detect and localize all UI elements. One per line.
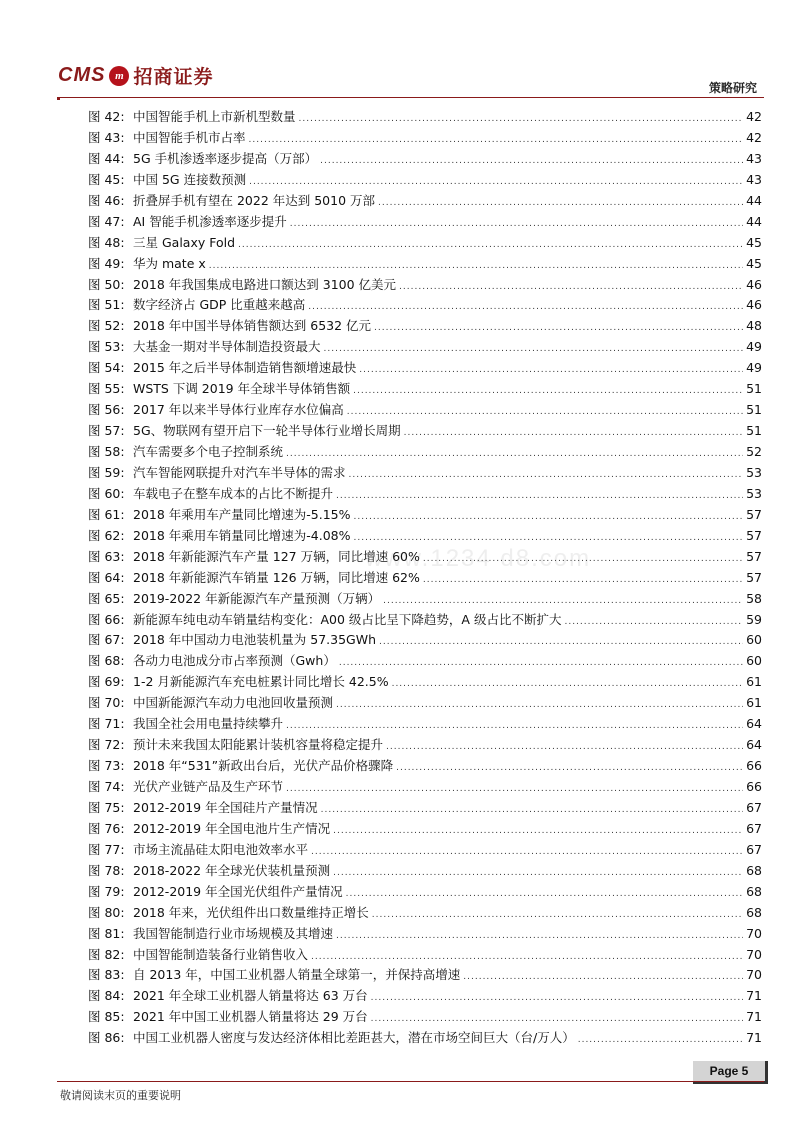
toc-leader-dots — [399, 277, 743, 298]
toc-entry[interactable] — [88, 903, 762, 924]
toc-entry[interactable] — [88, 945, 762, 966]
toc-page-number[interactable]: 42 — [746, 109, 762, 124]
toc-figure-label: 图 80: — [88, 904, 125, 920]
toc-figure-label: 图 68: — [88, 653, 125, 669]
toc-leader-dots — [463, 967, 743, 988]
toc-page-number[interactable]: 42 — [746, 129, 762, 145]
toc-page-number[interactable]: 45 — [746, 255, 762, 271]
toc-figure-title[interactable]: WSTS 下调 2019 年全球半导体销售额 — [133, 381, 351, 397]
toc-entry[interactable] — [88, 128, 762, 149]
toc-leader-dots — [578, 1030, 743, 1051]
toc-leader-dots — [372, 905, 743, 926]
toc-entry[interactable] — [88, 191, 762, 212]
toc-figure-title[interactable]: 各动力电池成分市占率预测（Gwh） — [133, 653, 336, 669]
toc-leader-dots — [383, 591, 743, 612]
toc-figure-label: 图 79: — [88, 883, 125, 899]
toc-figure-label: 图 42: — [88, 109, 125, 124]
toc-leader-dots — [333, 821, 743, 842]
toc-figure-title[interactable]: 5G、物联网有望开启下一轮半导体行业增长周期 — [133, 423, 401, 439]
toc-figure-title[interactable]: 中国智能手机市占率 — [133, 129, 246, 145]
toc-figure-label: 图 46: — [88, 192, 125, 208]
toc-entry[interactable] — [88, 316, 762, 337]
header-divider-tick — [57, 97, 60, 100]
toc-figure-title[interactable]: 预计未来我国太阳能累计装机容量将稳定提升 — [133, 737, 384, 753]
toc-figure-label: 图 75: — [88, 799, 125, 815]
toc-entry[interactable] — [88, 610, 762, 631]
toc-page-number[interactable]: 71 — [746, 1009, 762, 1025]
toc-figure-label: 图 64: — [88, 569, 125, 585]
toc-page-number[interactable]: 68 — [746, 904, 762, 920]
toc-entry[interactable] — [88, 212, 762, 233]
toc-leader-dots — [392, 674, 743, 695]
toc-leader-dots — [311, 947, 743, 968]
toc-page-number[interactable]: 61 — [746, 674, 762, 690]
toc-leader-dots — [347, 402, 743, 423]
toc-figure-title[interactable]: 华为 mate x — [133, 255, 206, 271]
toc-figure-label: 图 65: — [88, 590, 125, 606]
toc-leader-dots — [396, 758, 743, 779]
toc-page-number[interactable]: 61 — [746, 695, 762, 711]
toc-leader-dots — [320, 151, 743, 172]
toc-page-number[interactable]: 64 — [746, 737, 762, 753]
company-logo — [58, 62, 213, 89]
toc-page-number[interactable]: 45 — [746, 234, 762, 250]
toc-figure-label: 图 55: — [88, 381, 125, 397]
toc-figure-title[interactable]: 5G 手机渗透率逐步提高（万部） — [133, 150, 318, 166]
toc-figure-title[interactable]: 光伏产业链产品及生产环节 — [133, 779, 284, 794]
toc-page-number[interactable]: 71 — [746, 988, 762, 1004]
toc-figure-label: 图 58: — [88, 444, 125, 459]
toc-figure-label: 图 78: — [88, 862, 125, 878]
toc-figure-title[interactable]: 2012-2019 年全国硅片产量情况 — [133, 799, 318, 815]
toc-entry[interactable] — [88, 756, 762, 777]
toc-page-number[interactable]: 57 — [746, 569, 762, 585]
toc-page-number[interactable]: 67 — [746, 841, 762, 857]
toc-leader-dots — [386, 737, 743, 758]
toc-page-number[interactable]: 64 — [746, 716, 762, 732]
toc-page-number[interactable]: 51 — [746, 402, 762, 418]
toc-figure-title[interactable]: 2018 年我国集成电路进口额达到 3100 亿美元 — [133, 276, 397, 292]
toc-figure-label: 图 70: — [88, 695, 125, 711]
toc-entry[interactable] — [88, 798, 762, 819]
toc-figure-title[interactable]: 中国智能制造装备行业销售收入 — [133, 946, 309, 962]
toc-page-number[interactable]: 43 — [746, 150, 762, 166]
toc-figure-label: 图 86: — [88, 1030, 125, 1046]
toc-figure-title[interactable]: 2018-2022 年全球光伏装机量预测 — [133, 862, 331, 878]
logo-chinese: 招商证券 — [133, 66, 214, 88]
toc-figure-title[interactable]: 车载电子在整车成本的占比不断提升 — [133, 485, 334, 501]
toc-leader-dots — [311, 842, 743, 863]
toc-leader-dots — [371, 988, 743, 1009]
toc-entry[interactable] — [88, 505, 762, 526]
toc-figure-label: 图 62: — [88, 527, 125, 543]
toc-entry[interactable] — [88, 275, 762, 296]
toc-entry[interactable] — [88, 337, 762, 358]
toc-figure-label: 图 49: — [88, 255, 125, 271]
toc-leader-dots — [354, 507, 743, 528]
toc-figure-label: 图 85: — [88, 1009, 125, 1025]
toc-figure-label: 图 43: — [88, 129, 125, 145]
toc-figure-label: 图 71: — [88, 716, 125, 732]
toc-leader-dots — [238, 235, 743, 256]
toc-page-number[interactable]: 43 — [746, 171, 762, 187]
toc-page-number[interactable]: 60 — [746, 653, 762, 669]
toc-entry[interactable] — [88, 526, 762, 547]
toc-page-number[interactable]: 67 — [746, 820, 762, 836]
toc-figure-label: 图 61: — [88, 506, 125, 522]
toc-figure-title[interactable]: 2019-2022 年新能源汽车产量预测（万辆） — [133, 590, 381, 606]
toc-leader-dots — [249, 130, 743, 151]
toc-figure-title[interactable]: 2021 年全球工业机器人销量将达 63 万台 — [133, 988, 368, 1004]
toc-page-number[interactable]: 44 — [746, 192, 762, 208]
toc-leader-dots — [564, 612, 743, 633]
toc-entry[interactable] — [88, 861, 762, 882]
toc-leader-dots — [299, 109, 743, 130]
toc-entry[interactable] — [88, 484, 762, 505]
toc-page-number[interactable]: 66 — [746, 758, 762, 774]
toc-entry[interactable] — [88, 840, 762, 861]
toc-figure-title[interactable]: 2018 年乘用车产量同比增速为-5.15% — [133, 506, 351, 522]
toc-figure-label: 图 63: — [88, 548, 125, 564]
toc-entry[interactable] — [88, 630, 762, 651]
toc-figure-label: 图 54: — [88, 360, 125, 376]
toc-entry[interactable] — [88, 421, 762, 442]
toc-figure-title[interactable]: 2012-2019 年全国电池片生产情况 — [133, 820, 331, 836]
toc-leader-dots — [359, 360, 743, 381]
toc-figure-label: 图 66: — [88, 611, 125, 627]
toc-entry[interactable] — [88, 463, 762, 484]
toc-entry[interactable] — [88, 1028, 762, 1049]
toc-page-number[interactable]: 44 — [746, 213, 762, 229]
toc-figure-title[interactable]: 2021 年中国工业机器人销量将达 29 万台 — [133, 1009, 368, 1025]
toc-figure-label: 图 57: — [88, 423, 125, 439]
toc-leader-dots — [374, 318, 743, 339]
toc-figure-label: 图 56: — [88, 402, 125, 418]
disclaimer-note: 敬请阅读末页的重要说明 — [60, 1089, 181, 1102]
toc-entry[interactable] — [88, 358, 762, 379]
toc-figure-label: 图 52: — [88, 318, 125, 334]
toc-leader-dots — [209, 256, 743, 277]
toc-figure-title[interactable]: 汽车需要多个电子控制系统 — [133, 444, 284, 459]
toc-entry[interactable] — [88, 882, 762, 903]
toc-figure-label: 图 59: — [88, 464, 125, 480]
toc-figure-title[interactable]: AI 智能手机渗透率逐步提升 — [133, 213, 287, 229]
toc-figure-title[interactable]: 中国智能手机上市新机型数量 — [133, 109, 296, 124]
toc-figure-title[interactable]: 汽车智能网联提升对汽车半导体的需求 — [133, 464, 346, 480]
toc-entry[interactable] — [88, 986, 762, 1007]
toc-page-number[interactable]: 57 — [746, 506, 762, 522]
toc-figure-label: 图 48: — [88, 234, 125, 250]
toc-entry[interactable] — [88, 107, 762, 128]
toc-page-number[interactable]: 66 — [746, 779, 762, 794]
toc-leader-dots — [290, 214, 743, 235]
toc-figure-title[interactable]: 三星 Galaxy Fold — [133, 234, 236, 250]
toc-entry[interactable] — [88, 924, 762, 945]
toc-figure-label: 图 83: — [88, 967, 125, 983]
toc-figure-label: 图 84: — [88, 988, 125, 1004]
toc-entry[interactable] — [88, 672, 762, 693]
watermark: www.1234 d8.com — [365, 545, 592, 572]
toc-leader-dots — [336, 695, 743, 716]
toc-figure-title[interactable]: 2017 年以来半导体行业库存水位偏高 — [133, 402, 344, 418]
toc-figure-title[interactable]: 1-2 月新能源汽车充电桩累计同比增长 42.5% — [133, 674, 389, 690]
toc-entry[interactable] — [88, 965, 762, 986]
toc-page-number[interactable]: 70 — [746, 967, 762, 983]
toc-entry[interactable] — [88, 589, 762, 610]
toc-leader-dots — [346, 884, 743, 905]
toc-leader-dots — [353, 381, 743, 402]
toc-figure-title[interactable]: 新能源车纯电动车销量结构变化：A00 级占比呈下降趋势，A 级占比不断扩大 — [133, 611, 562, 627]
toc-page-number[interactable]: 51 — [746, 381, 762, 397]
toc-page-number[interactable]: 57 — [746, 548, 762, 564]
toc-figure-label: 图 67: — [88, 632, 125, 648]
toc-entry[interactable] — [88, 254, 762, 275]
toc-figure-title[interactable]: 折叠屏手机有望在 2022 年达到 5010 万部 — [133, 192, 376, 208]
toc-entry[interactable] — [88, 170, 762, 191]
toc-figure-title[interactable]: 自 2013 年，中国工业机器人销量全球第一，并保持高增速 — [133, 967, 461, 983]
toc-figure-title[interactable]: 2015 年之后半导体制造销售额增速最快 — [133, 360, 357, 376]
toc-page-number[interactable]: 60 — [746, 632, 762, 648]
toc-page-number[interactable]: 52 — [746, 444, 762, 459]
toc-entry[interactable] — [88, 149, 762, 170]
toc-leader-dots — [339, 653, 743, 674]
toc-figure-title[interactable]: 2012-2019 年全国光伏组件产量情况 — [133, 883, 343, 899]
toc-figure-label: 图 73: — [88, 758, 125, 774]
toc-page-number[interactable]: 68 — [746, 862, 762, 878]
header-divider — [57, 97, 764, 98]
toc-figure-title[interactable]: 中国新能源汽车动力电池回收量预测 — [133, 695, 334, 711]
toc-figure-title[interactable]: 2018 年中国动力电池装机量为 57.35GWh — [133, 632, 377, 648]
toc-leader-dots — [379, 632, 743, 653]
toc-leader-dots — [336, 926, 743, 947]
toc-entry[interactable] — [88, 693, 762, 714]
toc-leader-dots — [333, 863, 743, 884]
toc-entry[interactable] — [88, 1007, 762, 1028]
section-title: 策略研究 — [708, 81, 757, 95]
toc-figure-title[interactable]: 2018 年中国半导体销售额达到 6532 亿元 — [133, 318, 372, 334]
toc-figure-label: 图 74: — [88, 779, 125, 794]
toc-entry[interactable] — [88, 651, 762, 672]
toc-figure-label: 图 81: — [88, 925, 125, 941]
figure-index-list — [88, 107, 762, 1049]
toc-entry[interactable] — [88, 442, 762, 463]
toc-entry[interactable] — [88, 735, 762, 756]
toc-leader-dots — [404, 423, 743, 444]
toc-entry[interactable] — [88, 714, 762, 735]
toc-page-number[interactable]: 58 — [746, 590, 762, 606]
toc-figure-title[interactable]: 数字经济占 GDP 比重越来越高 — [133, 297, 306, 313]
toc-figure-title[interactable]: 市场主流晶硅太阳电池效率水平 — [133, 841, 309, 857]
toc-figure-title[interactable]: 2018 年“531”新政出台后，光伏产品价格骤降 — [133, 758, 394, 774]
toc-leader-dots — [324, 339, 743, 360]
toc-figure-label: 图 53: — [88, 339, 125, 355]
toc-page-number[interactable]: 57 — [746, 527, 762, 543]
toc-leader-dots — [286, 716, 743, 737]
toc-leader-dots — [349, 465, 743, 486]
toc-figure-title[interactable]: 2018 年乘用车销量同比增速为-4.08% — [133, 527, 351, 543]
toc-page-number[interactable]: 70 — [746, 946, 762, 962]
toc-figure-label: 图 76: — [88, 820, 125, 836]
toc-page-number[interactable]: 68 — [746, 883, 762, 899]
toc-page-number[interactable]: 53 — [746, 464, 762, 480]
toc-leader-dots — [286, 444, 743, 465]
toc-leader-dots — [286, 779, 743, 800]
toc-figure-label: 图 50: — [88, 276, 125, 292]
toc-entry[interactable] — [88, 819, 762, 840]
toc-figure-label: 图 82: — [88, 946, 125, 962]
toc-leader-dots — [321, 800, 743, 821]
toc-figure-title[interactable]: 2018 年新能源汽车销量 126 万辆，同比增速 62% — [133, 569, 420, 585]
toc-figure-label: 图 60: — [88, 485, 125, 501]
toc-leader-dots — [249, 172, 743, 193]
toc-page-number[interactable]: 46 — [746, 297, 762, 313]
logo-badge-icon: m — [109, 66, 129, 86]
toc-page-number[interactable]: 51 — [746, 423, 762, 439]
toc-page-number[interactable]: 70 — [746, 925, 762, 941]
toc-figure-title[interactable]: 中国 5G 连接数预测 — [133, 171, 247, 187]
toc-figure-title[interactable]: 中国工业机器人密度与发达经济体相比差距甚大，潜在市场空间巨大（台/万人） — [133, 1030, 575, 1046]
toc-page-number[interactable]: 53 — [746, 485, 762, 501]
toc-figure-label: 图 51: — [88, 297, 125, 313]
toc-entry[interactable] — [88, 233, 762, 254]
toc-figure-label: 图 47: — [88, 213, 125, 229]
toc-entry[interactable] — [88, 379, 762, 400]
toc-figure-title[interactable]: 我国全社会用电量持续攀升 — [133, 716, 284, 732]
toc-entry[interactable] — [88, 777, 762, 798]
logo-latin: CMS — [58, 64, 106, 86]
toc-entry[interactable] — [88, 400, 762, 421]
toc-figure-label: 图 69: — [88, 674, 125, 690]
toc-figure-label: 图 72: — [88, 737, 125, 753]
toc-page-number[interactable]: 49 — [746, 360, 762, 376]
page-header — [0, 0, 800, 100]
toc-figure-label: 图 77: — [88, 841, 125, 857]
toc-figure-label: 图 44: — [88, 150, 125, 166]
toc-page-number[interactable]: 46 — [746, 276, 762, 292]
page-number-box: Page 5 — [693, 1061, 768, 1084]
toc-figure-title[interactable]: 2018 年新能源汽车产量 127 万辆，同比增速 60% — [133, 548, 420, 564]
toc-entry[interactable] — [88, 295, 762, 316]
toc-page-number[interactable]: 49 — [746, 339, 762, 355]
toc-leader-dots — [378, 193, 743, 214]
toc-page-number[interactable]: 67 — [746, 799, 762, 815]
toc-figure-title[interactable]: 大基金一期对半导体制造投资最大 — [133, 339, 321, 355]
footer-divider — [57, 1081, 764, 1082]
toc-page-number[interactable]: 71 — [746, 1030, 762, 1046]
toc-page-number[interactable]: 59 — [746, 611, 762, 627]
toc-figure-label: 图 45: — [88, 171, 125, 187]
toc-leader-dots — [371, 1009, 743, 1030]
toc-page-number[interactable]: 48 — [746, 318, 762, 334]
toc-leader-dots — [308, 297, 743, 318]
toc-figure-title[interactable]: 我国智能制造行业市场规模及其增速 — [133, 925, 334, 941]
toc-figure-title[interactable]: 2018 年来，光伏组件出口数量维持正增长 — [133, 904, 369, 920]
toc-leader-dots — [336, 486, 743, 507]
